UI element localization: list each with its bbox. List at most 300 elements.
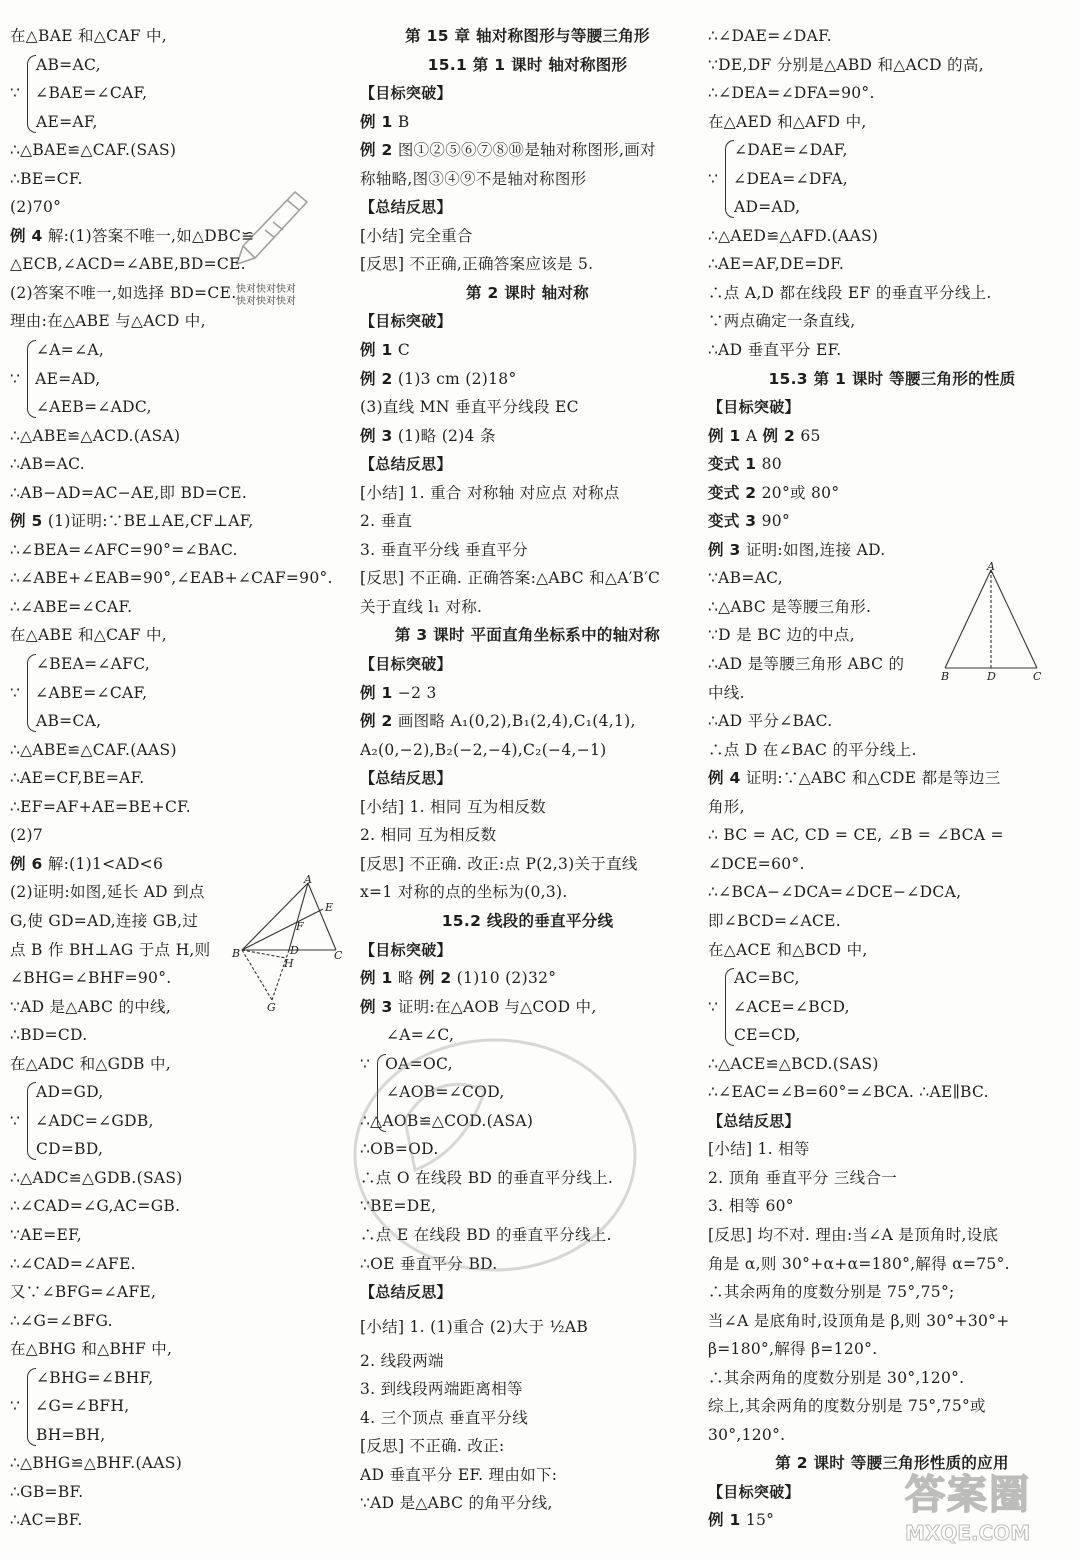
answer-line <box>708 907 1076 936</box>
line-text: ∴OE 垂直平分 BD. <box>360 1254 498 1273</box>
line-text: 3. 相等 60° <box>708 1197 794 1216</box>
fig1-label: H <box>284 957 294 970</box>
answer-line <box>360 1347 695 1376</box>
line-text: ∴△BHG≌△BHF.(AAS) <box>10 1454 183 1473</box>
line-text: ∵ <box>10 1111 21 1130</box>
line-text: ∵ <box>10 683 21 702</box>
line-text: ∴∠ABE+∠EAB=90°,∠EAB+∠CAF=90°. <box>10 569 333 588</box>
answer-line <box>360 479 695 508</box>
line-text: (1)略 (2)4 条 <box>392 426 496 445</box>
answer-line <box>10 736 340 765</box>
line-text: [小结] 1. 相同 互为相反数 <box>360 797 546 816</box>
line-text: 图①②⑤⑥⑦⑧⑩是轴对称图形,画对 <box>392 141 656 160</box>
answer-line <box>10 1107 340 1136</box>
example-label: 变式 1 <box>708 455 757 474</box>
line-text: (2)70° <box>10 198 62 217</box>
answer-line <box>360 564 695 593</box>
line-text: 2. 线段两端 <box>360 1351 444 1370</box>
answer-line <box>360 1307 695 1347</box>
example-label: 例 3 <box>708 540 741 559</box>
brace <box>27 654 36 732</box>
example-label: 例 1 <box>360 112 393 131</box>
line-text: ∵ <box>10 1397 21 1416</box>
brace <box>725 140 734 218</box>
section-heading <box>360 193 695 222</box>
lesson-title <box>360 621 695 650</box>
line-text: ∵AB=AC, <box>708 569 783 588</box>
line-text: ∴∠DAE=∠DAF. <box>708 27 832 45</box>
line-text: ∴AB−AD=AC−AE,即 BD=CE. <box>10 483 248 502</box>
line-text-cont: ∠ACE=∠BCD, <box>733 997 850 1016</box>
watermark-text <box>236 284 296 308</box>
answer-line <box>708 1250 1076 1279</box>
answer-line <box>10 507 340 536</box>
line-text: 在△ABE 和△CAF 中, <box>10 626 168 645</box>
line-text: 关于直线 l₁ 对称. <box>360 597 483 616</box>
answer-line <box>708 821 1076 850</box>
answer-line <box>10 1164 340 1193</box>
line-text: ∴AB=AC. <box>10 455 85 474</box>
example-label: 例 3 <box>360 997 393 1016</box>
answer-line <box>10 79 340 108</box>
line-text: 【总结反思】 <box>360 198 452 217</box>
answer-line <box>10 1021 340 1050</box>
line-text: ∴点 A,D 都在线段 EF 的垂直平分线上. <box>708 283 992 302</box>
line-text: 中线. <box>708 683 745 702</box>
line-text: ∴△ACE≌△BCD.(SAS) <box>708 1054 879 1073</box>
line-text: [反思] 不正确. 正确答案:△ABC 和△A′B′C <box>360 569 661 588</box>
answer-line <box>360 136 695 165</box>
line-text: (1)3 cm (2)18° <box>392 369 517 388</box>
line-text: ∵D 是 BC 边的中点, <box>708 626 855 645</box>
brace <box>725 968 734 1046</box>
answer-line <box>708 1078 1076 1107</box>
line-text: ∴∠BEA=∠AFC=90°=∠BAC. <box>10 540 238 559</box>
line-text: 即∠BCD=∠ACE. <box>708 911 842 930</box>
line-text: G,使 GD=AD,连接 GB,过 <box>10 911 199 930</box>
line-text-cont: AE=AD, <box>35 369 101 388</box>
line-text: ∴△ABE≌△ACD.(ASA) <box>10 426 181 445</box>
answer-line <box>708 193 1076 222</box>
example-label: 例 2 <box>360 369 393 388</box>
answer-line <box>10 1364 340 1393</box>
line-text: ∠DCE=60°. <box>708 854 805 873</box>
answer-line <box>708 1421 1076 1450</box>
answer-line <box>360 1461 695 1490</box>
line-text: [小结] 1. 重合 对称轴 对应点 对称点 <box>360 483 620 502</box>
line-text: 当∠A 是底角时,设顶角是 β,则 30°+30°+ <box>708 1311 1010 1330</box>
geometry-figure-median <box>228 875 358 1015</box>
line-text: x=1 对称的点的坐标为(0,3). <box>360 883 568 902</box>
fig1-label: D <box>290 944 299 957</box>
line-text: ∴AD 平分∠BAC. <box>708 712 833 731</box>
line-text-cont: ∠DEA=∠DFA, <box>733 169 849 188</box>
line-text: C <box>392 341 410 360</box>
line-text: ∠BHG=∠BHF=90°. <box>10 969 172 988</box>
line-text: B <box>392 112 410 131</box>
example-label: 例 1 <box>360 341 393 360</box>
line-text: 15° <box>740 1511 775 1530</box>
answer-line <box>360 993 695 1022</box>
answer-line <box>10 536 340 565</box>
answer-line <box>10 564 340 593</box>
line-text: 在△AED 和△AFD 中, <box>708 112 867 131</box>
line-text: (3)直线 MN 垂直平分线段 EC <box>360 398 579 417</box>
answer-line <box>708 136 1076 165</box>
example-label: 例 1 <box>708 1511 741 1530</box>
column-middle <box>360 22 695 1552</box>
answer-line <box>10 1192 340 1221</box>
site-logo-text: 答案圈 <box>905 1472 1031 1518</box>
lesson-title <box>360 22 695 51</box>
fig2-label: A <box>987 560 995 573</box>
answer-line <box>360 422 695 451</box>
section-heading <box>360 936 695 965</box>
line-text: ∴AC=BF. <box>10 1511 83 1530</box>
line-text: CE=CD, <box>734 1026 801 1045</box>
section-heading <box>360 764 695 793</box>
answer-line <box>360 964 695 993</box>
fig2-label: B <box>941 670 950 683</box>
answer-line <box>708 878 1076 907</box>
answer-line <box>10 307 340 336</box>
stamp-watermark-icon <box>345 1030 645 1280</box>
answer-line <box>10 1392 340 1421</box>
example-label: 例 2 <box>418 969 452 988</box>
line-text: 【目标突破】 <box>360 940 452 959</box>
example-label: 变式 2 <box>708 483 757 502</box>
answer-line <box>708 793 1076 822</box>
line-text: [小结] 1. 相等 <box>708 1140 810 1159</box>
line-text: (2)证明:如图,延长 AD 到点 <box>10 883 205 902</box>
line-text: 15.2 线段的垂直平分线 <box>441 911 614 930</box>
fig1-label: G <box>267 1001 276 1014</box>
answer-line <box>10 1478 340 1507</box>
answer-line <box>360 593 695 622</box>
answer-line <box>708 450 1076 479</box>
line-text: 【目标突破】 <box>360 84 452 103</box>
answer-line <box>708 51 1076 80</box>
line-text: 理由:在△ABE 与△ACD 中, <box>10 312 206 331</box>
line-text: ∴∠EAC=∠B=60°=∠BCA. ∴AE∥BC. <box>708 1083 989 1102</box>
answer-line <box>10 593 340 622</box>
line-text: 3. 到线段两端距离相等 <box>360 1380 523 1399</box>
line-text: ∵ <box>10 369 21 388</box>
answer-line <box>708 79 1076 108</box>
line-text: β=180°,解得 β=120°. <box>708 1340 878 1359</box>
line-text: ∴EF=AF+AE=BE+CF. <box>10 797 191 816</box>
line-text: ∴∠BCA−∠DCA=∠DCE−∠DCA, <box>708 883 962 902</box>
answer-line <box>708 736 1076 765</box>
line-text: 15.3 第 1 课时 等腰三角形的性质 <box>768 369 1016 388</box>
line-text: 又∵∠BFG=∠AFE, <box>10 1283 157 1302</box>
line-text-cont: ∠G=∠BFH, <box>35 1397 130 1416</box>
answer-line <box>708 108 1076 137</box>
line-text: 2. 相同 互为相反数 <box>360 826 497 845</box>
answer-line <box>708 165 1076 194</box>
line-text: ∠BEA=∠AFC, <box>36 655 151 674</box>
example-label: 例 5 <box>10 512 43 531</box>
answer-line <box>360 793 695 822</box>
answer-line <box>708 250 1076 279</box>
fig2-label: D <box>987 670 996 683</box>
answer-line <box>10 1335 340 1364</box>
line-text: [反思] 均不对. 理由:当∠A 是顶角时,设底 <box>708 1225 999 1244</box>
line-text: 解:(1)1<AD<6 <box>42 854 164 873</box>
example-label: 例 6 <box>10 854 43 873</box>
answer-line <box>708 1278 1076 1307</box>
line-text: ∴∠CAD=∠AFE. <box>10 1254 136 1273</box>
answer-line <box>360 222 695 251</box>
example-label: 例 1 <box>360 969 393 988</box>
line-text-cont: ∠ABE=∠CAF, <box>35 683 148 702</box>
line-text: ∴其余两角的度数分别是 75°,75°; <box>708 1283 955 1302</box>
line-text: [反思] 不正确. 改正:点 P(2,3)关于直线 <box>360 854 638 873</box>
line-text: (2)7 <box>10 826 44 845</box>
lesson-title <box>360 279 695 308</box>
line-text: ∵ <box>10 84 21 103</box>
answer-line <box>10 621 340 650</box>
answer-line <box>10 336 340 365</box>
answer-line <box>10 450 340 479</box>
line-text: 称轴略,图③④⑨不是轴对称图形 <box>360 169 587 188</box>
line-text: 30°,120°. <box>708 1425 786 1444</box>
site-url: MXQE.COM <box>905 1521 1031 1545</box>
answer-line <box>708 1221 1076 1250</box>
answer-line <box>708 993 1076 1022</box>
line-text: 4. 三个顶点 垂直平分线 <box>360 1408 529 1427</box>
line-text: ∵DE,DF 分别是△ABD 和△ACD 的高, <box>708 55 984 74</box>
answer-line <box>360 108 695 137</box>
line-text: ∴OB=OD. <box>360 1140 439 1159</box>
line-text: 90° <box>756 512 790 531</box>
line-text: ∴△ABE≌△CAF.(AAS) <box>10 740 177 759</box>
lesson-title <box>360 907 695 936</box>
line-text: 第 3 课时 平面直角坐标系中的轴对称 <box>394 626 661 645</box>
section-heading <box>360 1278 695 1307</box>
answer-line <box>10 764 340 793</box>
line-text: −2 3 <box>392 683 437 702</box>
brace <box>27 55 36 133</box>
line-text: 3. 垂直平分线 垂直平分 <box>360 540 529 559</box>
line-text: 角形, <box>708 797 745 816</box>
section-heading <box>708 1107 1076 1136</box>
line-text: A₂(0,−2),B₂(−2,−4),C₂(−4,−1) <box>360 740 607 759</box>
example-label: 例 1 <box>708 426 741 445</box>
line-text: ∴△ADC≌△GDB.(SAS) <box>10 1168 183 1187</box>
line-text: ∠A=∠A, <box>36 341 105 360</box>
line-text: 【目标突破】 <box>708 1482 800 1501</box>
answer-line <box>708 1307 1076 1336</box>
line-text: ∴其余两角的度数分别是 30°,120°. <box>708 1368 965 1387</box>
column-right <box>708 22 1076 1552</box>
line-text: 略 <box>392 969 419 988</box>
answer-line <box>360 536 695 565</box>
line-text-cont: ∠BAE=∠CAF, <box>35 84 148 103</box>
answer-line <box>360 878 695 907</box>
answer-line <box>10 393 340 422</box>
answer-line <box>708 1050 1076 1079</box>
watermark-line: 快对快对快对 <box>236 284 296 295</box>
answer-line <box>10 821 340 850</box>
fig1-label: F <box>296 920 304 933</box>
answer-line <box>708 307 1076 336</box>
answer-line <box>708 507 1076 536</box>
line-text: AD=GD, <box>36 1083 104 1102</box>
answer-line <box>708 222 1076 251</box>
line-text: 2. 垂直 <box>360 512 413 531</box>
section-heading <box>360 79 695 108</box>
line-text: 证明:如图,连接 AD. <box>740 540 886 559</box>
answer-line <box>360 679 695 708</box>
answer-line <box>360 707 695 736</box>
line-text: 2. 顶角 垂直平分 三线合一 <box>708 1168 898 1187</box>
fig1-label: A <box>304 875 312 886</box>
answer-line <box>10 22 340 51</box>
answer-line <box>708 1135 1076 1164</box>
line-text: AE=AF, <box>36 112 98 131</box>
fig1-label: C <box>334 949 343 962</box>
line-text: 在△ADC 和△GDB 中, <box>10 1054 172 1073</box>
answer-line <box>10 1307 340 1336</box>
line-text: (2)答案不唯一,如选择 BD=CE. <box>10 283 237 302</box>
line-text: 【总结反思】 <box>708 1111 800 1130</box>
section-heading <box>360 450 695 479</box>
watermark-line: 快对快对快对 <box>236 296 296 307</box>
answer-line <box>708 1364 1076 1393</box>
line-text: ∠DAE=∠DAF, <box>734 141 848 160</box>
line-text: 在△BHG 和△BHF 中, <box>10 1340 173 1359</box>
answer-line <box>360 165 695 194</box>
brace <box>27 1368 36 1446</box>
fig1-label: E <box>325 901 334 914</box>
answer-line <box>708 1021 1076 1050</box>
lesson-title <box>360 51 695 80</box>
answer-line <box>10 1421 340 1450</box>
answer-line <box>10 479 340 508</box>
line-text: ∴AD 是等腰三角形 ABC 的 <box>708 655 905 674</box>
line-text: ∵AD 是△ABC 的中线, <box>10 997 172 1016</box>
example-label: 例 2 <box>360 141 393 160</box>
line-text: ∴AD 垂直平分 EF. <box>708 341 842 360</box>
line-text: ∴点 E 在线段 BD 的垂直平分线上. <box>360 1225 612 1244</box>
line-text: △ECB,∠ACD=∠ABE,BD=CE. <box>10 255 246 274</box>
brace <box>27 1082 36 1160</box>
fig1-label: B <box>232 947 241 960</box>
line-text: [小结] 完全重合 <box>360 226 473 245</box>
answer-line <box>10 1050 340 1079</box>
answer-line <box>708 936 1076 965</box>
line-text: 【总结反思】 <box>360 769 452 788</box>
line-text: 解:(1)答案不唯一,如△DBC≌ <box>42 226 255 245</box>
answer-line <box>10 1221 340 1250</box>
line-text: ∴BE=CF. <box>10 169 83 188</box>
section-heading <box>708 393 1076 422</box>
line-text: [小结] 1. (1)重合 (2)大于 ½AB <box>360 1317 589 1336</box>
line-text: AD=AD, <box>734 198 801 217</box>
line-text: 综上,其余两角的度数分别是 75°,75°或 <box>708 1397 986 1416</box>
line-text: 点 B 作 BH⊥AG 于点 H,则 <box>10 940 211 959</box>
answer-line <box>360 736 695 765</box>
answer-line <box>708 22 1076 51</box>
line-text: ∵AE=EF, <box>10 1225 83 1244</box>
section-heading <box>360 307 695 336</box>
line-text: ∴∠CAD=∠G,AC=GB. <box>10 1197 181 1216</box>
line-text: (1)10 (2)32° <box>451 969 557 988</box>
answer-line <box>10 1078 340 1107</box>
line-text: AB=CA, <box>36 712 102 731</box>
answer-line <box>360 850 695 879</box>
line-text: CD=BD, <box>36 1140 104 1159</box>
answer-line <box>708 964 1076 993</box>
line-text: ∠AOB=∠COD, <box>386 1083 505 1102</box>
answer-line <box>708 1192 1076 1221</box>
example-label: 变式 3 <box>708 512 757 531</box>
line-text: 在△ACE 和△BCD 中, <box>708 940 868 959</box>
line-text: 80 <box>756 455 782 474</box>
line-text: ∴△BAE≌△CAF.(SAS) <box>10 141 177 160</box>
line-text: [反思] 不正确. 改正: <box>360 1437 505 1456</box>
answer-line <box>360 1404 695 1433</box>
answer-line <box>10 1278 340 1307</box>
answer-line <box>10 1135 340 1164</box>
line-text: 【目标突破】 <box>360 312 452 331</box>
line-text: (1)证明:∵BE⊥AE,CF⊥AF, <box>42 512 254 531</box>
fig2-label: C <box>1033 670 1042 683</box>
brace <box>27 340 36 418</box>
line-text: ∴点 D 在∠BAC 的平分线上. <box>708 740 917 759</box>
answer-line <box>360 1432 695 1461</box>
line-text: ∠BHG=∠BHF, <box>36 1368 154 1387</box>
line-text: 第 15 章 轴对称图形与等腰三角形 <box>405 27 650 45</box>
line-text: ∴AE=AF,DE=DF. <box>708 255 845 274</box>
line-text: ∴GB=BF. <box>10 1482 84 1501</box>
answer-line <box>360 336 695 365</box>
line-text: ∵BE=DE, <box>360 1197 437 1216</box>
answer-line <box>10 1449 340 1478</box>
answer-line <box>10 1506 340 1535</box>
example-label: 例 3 <box>360 426 393 445</box>
answer-line <box>10 679 340 708</box>
line-text: 【目标突破】 <box>360 655 452 674</box>
answer-line <box>10 707 340 736</box>
line-text: 【总结反思】 <box>360 455 452 474</box>
answer-line <box>360 250 695 279</box>
line-text: AD 垂直平分 EF. 理由如下: <box>360 1465 558 1484</box>
geometry-figure-isosceles <box>935 560 1055 685</box>
answer-line <box>360 821 695 850</box>
example-label: 例 1 <box>360 683 393 702</box>
line-text: ∵ <box>360 1054 371 1073</box>
line-text: 20°或 80° <box>756 483 840 502</box>
line-text: AC=BC, <box>734 969 800 988</box>
answer-line <box>10 51 340 80</box>
line-text: 证明:在△AOB 与△COD 中, <box>392 997 597 1016</box>
lesson-title <box>708 365 1076 394</box>
example-label: 例 2 <box>762 426 796 445</box>
line-text: 第 2 课时 等腰三角形性质的应用 <box>775 1454 1009 1473</box>
answer-line <box>10 793 340 822</box>
example-label: 例 2 <box>360 712 393 731</box>
answer-line <box>708 1335 1076 1364</box>
example-label: 例 4 <box>10 226 43 245</box>
line-text: ∴△AOB≌△COD.(ASA) <box>360 1111 534 1130</box>
section-heading <box>360 650 695 679</box>
line-text: ∴AE=CF,BE=AF. <box>10 769 145 788</box>
line-text: 第 2 课时 轴对称 <box>466 283 589 302</box>
line-text: ∴∠DEA=∠DFA=90°. <box>708 84 875 103</box>
line-text: ∴△ABC 是等腰三角形. <box>708 597 872 616</box>
